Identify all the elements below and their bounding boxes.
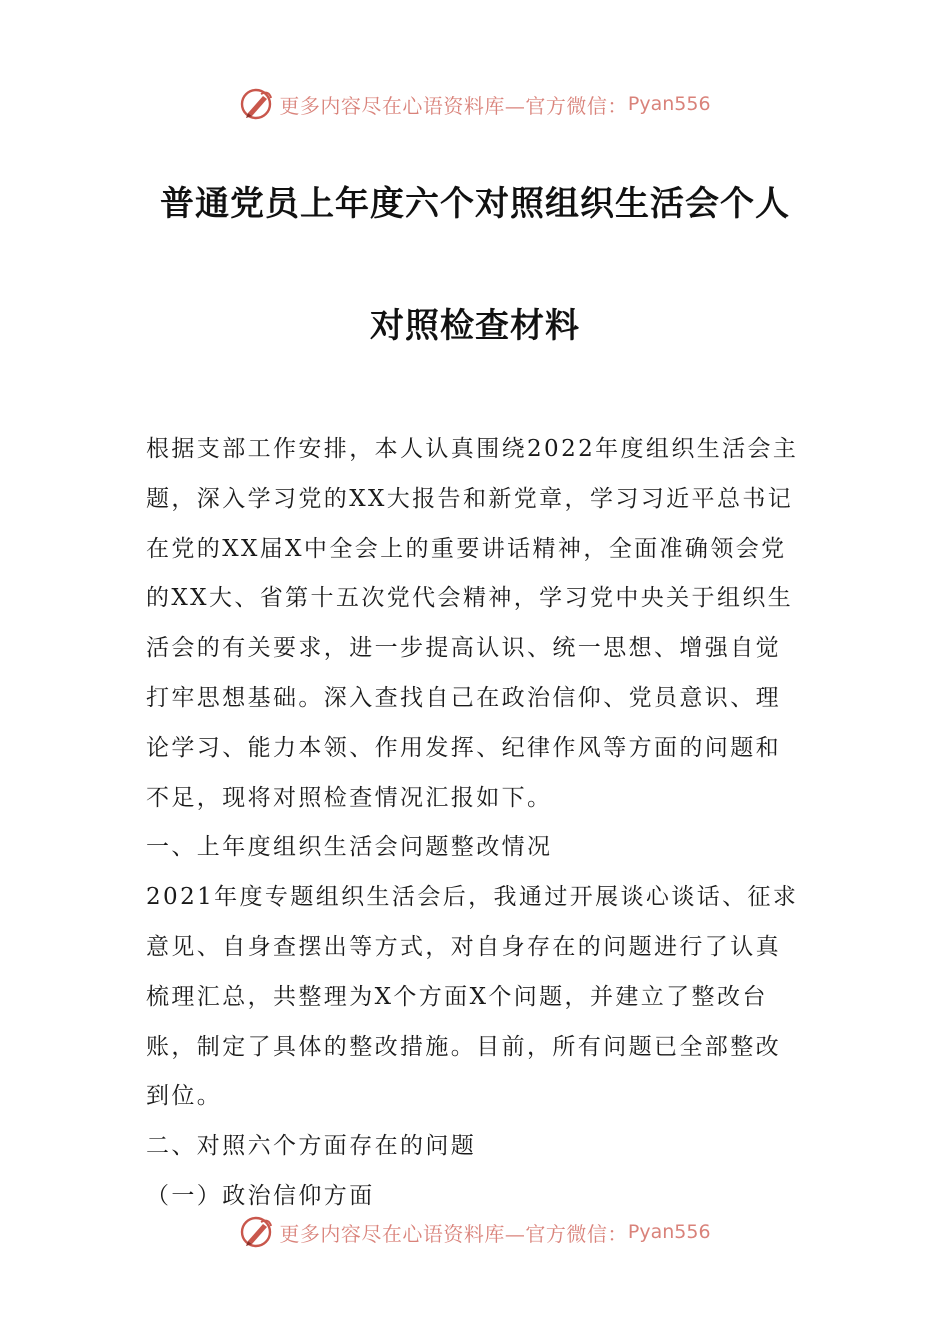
pen-logo-icon	[239, 1214, 275, 1250]
watermark-text: 更多内容尽在心语资料库—官方微信：	[279, 93, 628, 118]
section-1-paragraph: 2021年度专题组织生活会后，我通过开展谈心谈话、征求意见、自身查摆出等方式，对自身存在的问题进行了认真梳理汇总，共整理为X个方面X个问题，并建立了整改台账，制定了具体的整改措施。目前，所有问题已全部整改到位。	[146, 884, 799, 1110]
pen-logo-icon	[239, 86, 275, 122]
watermark-text: 更多内容尽在心语资料库—官方微信：	[279, 1221, 628, 1246]
document-body	[146, 425, 806, 1222]
section-heading-1: 一、上年度组织生活会问题整改情况	[146, 834, 553, 861]
section-heading-2: 二、对照六个方面存在的问题	[146, 1133, 477, 1160]
document-title-line-2: 对照检查材料	[370, 306, 580, 346]
intro-paragraph: 根据支部工作安排，本人认真围绕2022年度组织生活会主题，深入学习党的XX大报告和新党章，学习习近平总书记在党的XX届X中全会上的重要讲话精神，全面准确领会党的XX大、省第十五次党代会精神，学习党中央关于组织生活会的有关要求，进一步提高认识、统一思想、增强自觉打牢思想基础。深入查找自己在政治信仰、党员意识、理论学习、能力本领、作用发挥、纪律作风等方面的问题和不足，现将对照检查情况汇报如下。	[146, 436, 799, 811]
footer-watermark	[0, 1212, 950, 1252]
watermark-handle: Pyan556	[627, 1221, 711, 1243]
header-watermark	[0, 84, 950, 124]
document-title-line-1: 普通党员上年度六个对照组织生活会个人	[160, 184, 790, 224]
subsection-heading-1: （一）政治信仰方面	[146, 1182, 375, 1209]
watermark-handle: Pyan556	[627, 93, 711, 115]
